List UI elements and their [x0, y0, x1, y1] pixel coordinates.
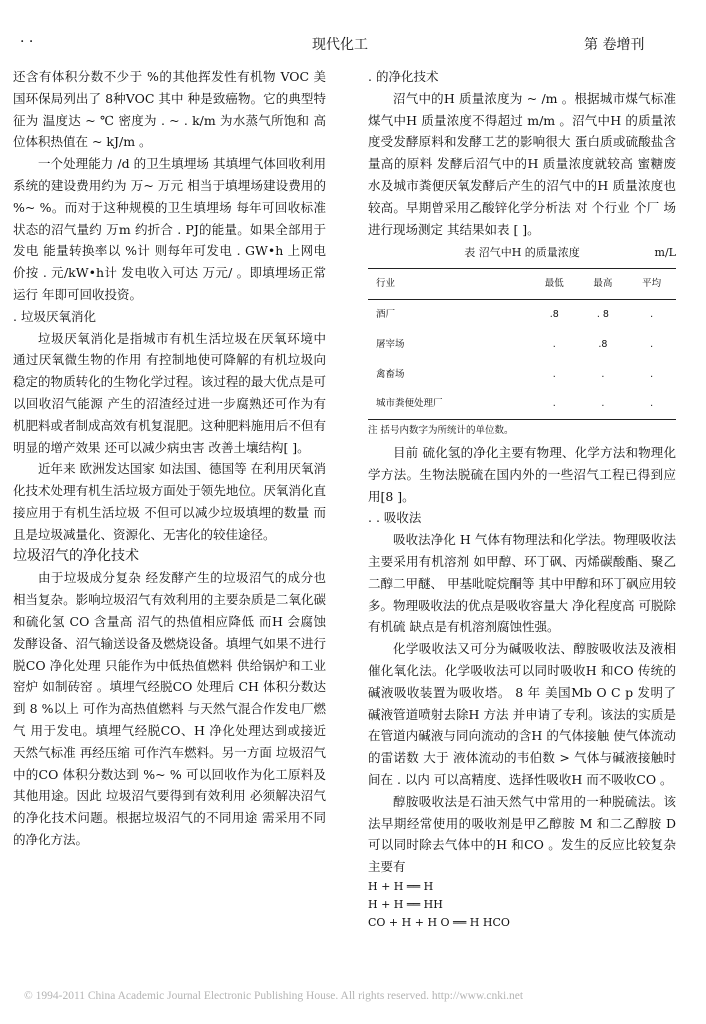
- h2s-table: [368, 268, 676, 420]
- table-unit: m/L: [654, 246, 676, 260]
- copyright-footer: © 1994-2011 China Academic Journal Electronic Publishing House. All rights reserved. http://www.cnki.net: [24, 990, 524, 1002]
- table-row: [368, 299, 676, 329]
- table-cell: . 8: [596, 308, 609, 320]
- table-cell: 禽畜场: [376, 368, 405, 380]
- paragraph: 一个处理能力 /d 的卫生填埋场 其填埋气体回收利用系统的建设费用约为 万~ 万元 相当于填埋场建设费用的 %~ %。而对于这种规模的卫生填埋场 每年可回收标准状态的沼气量约 万m 约折合 . PJ的能量。如果全部用于发电 能量转换率以 %计 则每年可发电 . GW•h 上网电价按 . 元/kW•h计 发电收入可达 万元/ 。即填埋场正常运行 年即可回收投资。: [13, 156, 326, 302]
- section-heading: 垃圾沼气的净化技术: [13, 547, 139, 564]
- table-cell: .: [650, 308, 654, 320]
- equation: H + H ══ H: [368, 879, 434, 893]
- table-title: 表 沼气中H 的质量浓度: [464, 246, 580, 260]
- paragraph: 吸收法净化 H 气体有物理法和化学法。物理吸收法主要采用有机溶剂 如甲醇、环丁砜、丙烯碳酸酯、聚乙二醇二甲醚、 甲基吡啶烷酮等 其中甲醇和环丁砜应用较多。物理吸收法的优点是吸收容量大 净化程度高 可脱除有机硫 缺点是有机溶剂腐蚀性强。: [368, 532, 676, 635]
- table-cell: .: [530, 389, 579, 419]
- table-cell: .: [552, 338, 556, 350]
- paragraph: 沼气中的H 质量浓度为 ~ /m 。根据城市煤气标准 煤气中H 质量浓度不得超过 m/m 。沼气中H 的质量浓度受发酵原料和发酵工艺的影响很大 蛋白质或硫酸盐含量高的原料 发酵后沼气中的H 质量浓度就较高 蜜糖废水及城市粪便厌氧发酵后产生的沼气中的H 质量浓度也较高。早期曾采用乙酸锌化学分析法 对 个行业 个厂 场 进行现场测定 其结果如表 [ ]。: [368, 90, 676, 237]
- table-cell: .: [650, 368, 654, 380]
- journal-title: 现代化工: [312, 37, 368, 53]
- paragraph: 醇胺吸收法是石油天然气中常用的一种脱硫法。该法早期经常使用的吸收剂是甲乙醇胺 M 和二乙醇胺 D 可以同时除去气体中的H 和CO 。发生的反应比较复杂 主要有: [368, 793, 676, 875]
- right-column: [368, 66, 676, 932]
- table-caption: [368, 242, 676, 264]
- table-cell: .: [579, 389, 628, 419]
- table-header: 最低: [530, 269, 579, 300]
- table-row: [368, 389, 676, 419]
- paragraph: 目前 硫化氢的净化主要有物理、化学方法和物理化学方法。生物法脱硫在国内外的一些沼气工程已得到应用[8 ]。: [368, 444, 676, 504]
- table-cell: 屠宰场: [376, 338, 405, 350]
- equation: H + H ══ HH: [368, 897, 443, 911]
- paragraph: 近年来 欧洲发达国家 如法国、德国等 在利用厌氧消化技术处理有机生活垃圾方面处于领先地位。厌氧消化直接应用于有机生活垃圾 不但可以减少垃圾填埋的数量 而且是垃圾减量化、资源化、无害化的较佳途径。: [13, 461, 326, 542]
- page-header: [0, 30, 706, 54]
- table-cell: .: [552, 368, 556, 380]
- table-cell: .8: [549, 308, 559, 320]
- table-cell: .: [650, 338, 654, 350]
- equation: CO + H + H O ══ H HCO: [368, 915, 510, 929]
- table-note: 注 括号内数字为所统计的单位数。: [368, 425, 514, 437]
- table-header-row: [368, 269, 676, 300]
- paragraph: 化学吸收法又可分为碱吸收法、醇胺吸收法及液相催化氧化法。化学吸收法可以同时吸收H 和CO 传统的碱液吸收装置为吸收塔。 8 年 美国Mb O C p 发明了碱液管道喷射去除H 方法 并申请了专利。该法的实质是在管道内碱液与同向流动的含H 的气体接触 使气体流动的雷诺数 大于 液体流动的韦伯数 > 气体与碱液接触时间在 . 以内 可以高精度、选择性吸收H 而不吸收CO 。: [368, 641, 676, 787]
- table-cell: .: [627, 389, 676, 419]
- paragraph: 垃圾厌氧消化是指城市有机生活垃圾在厌氧环境中 通过厌氧微生物的作用 有控制地使可降解的有机垃圾向稳定的物质转化的生物化学过程。该过程的最大优点是可以回收沼气能源 产生的沼渣经过进一步腐熟还可作为有机肥料或者制成高效有机复混肥。这种肥料施用后不但有明显的增产效果 还可以减少病虫害 改善土壤结构[ ]。: [13, 330, 326, 455]
- subsection-heading: . 垃圾厌氧消化: [13, 308, 96, 324]
- table-header: 行业: [368, 269, 530, 300]
- table-header: 平均: [627, 269, 676, 300]
- table-row: [368, 330, 676, 360]
- subsection-heading: . . 吸收法: [368, 510, 422, 526]
- left-column: [13, 66, 326, 851]
- subsection-heading: . 的净化技术: [368, 69, 439, 84]
- paragraph: 由于垃圾成分复杂 经发酵产生的垃圾沼气的成分也相当复杂。影响垃圾沼气有效利用的主要杂质是二氧化碳和硫化氢 CO 含量高 沼气的热值相应降低 而H 会腐蚀发酵设备、沼气输送设备及燃烧设备。填埋气如果不进行脱CO 净化处理 只能作为中低热值燃料 供给锅炉和工业窑炉 如制砖窑 。填埋气经脱CO 处理后 CH 体积分数达到 8 %以上 可作为高热值燃料 与天然气混合作发电厂燃气 用于发电。填埋气经脱CO、H 净化处理达到或接近天然气标准 再经压缩 可作汽车燃料。另一方面 垃圾沼气中的CO 体积分数达到 %~ % 可以回收作为化工原料及其他用途。因此 垃圾沼气要得到有效利用 必须解决沼气的净化技术问题。根据垃圾沼气的不同用途 需采用不同的净化方法。: [13, 570, 326, 847]
- header-dots: · ·: [20, 34, 34, 50]
- table-cell: 酒厂: [376, 308, 396, 320]
- issue-label: 第 卷增刊: [584, 37, 645, 53]
- table-cell: 城市粪便处理厂: [368, 389, 530, 419]
- table-cell: .8: [598, 338, 608, 350]
- paragraph: 还含有体积分数不少于 %的其他挥发性有机物 VOC 美国环保局列出了 8种VOC 其中 种是致癌物。它的典型特征为 温度达 ~ ℃ 密度为 . ~ . k/m 为水蒸气所饱和 高位体积热值在 ~ kJ/m 。: [13, 69, 326, 150]
- table-header: 最高: [579, 269, 628, 300]
- table-cell: .: [601, 368, 605, 380]
- table-row: [368, 360, 676, 390]
